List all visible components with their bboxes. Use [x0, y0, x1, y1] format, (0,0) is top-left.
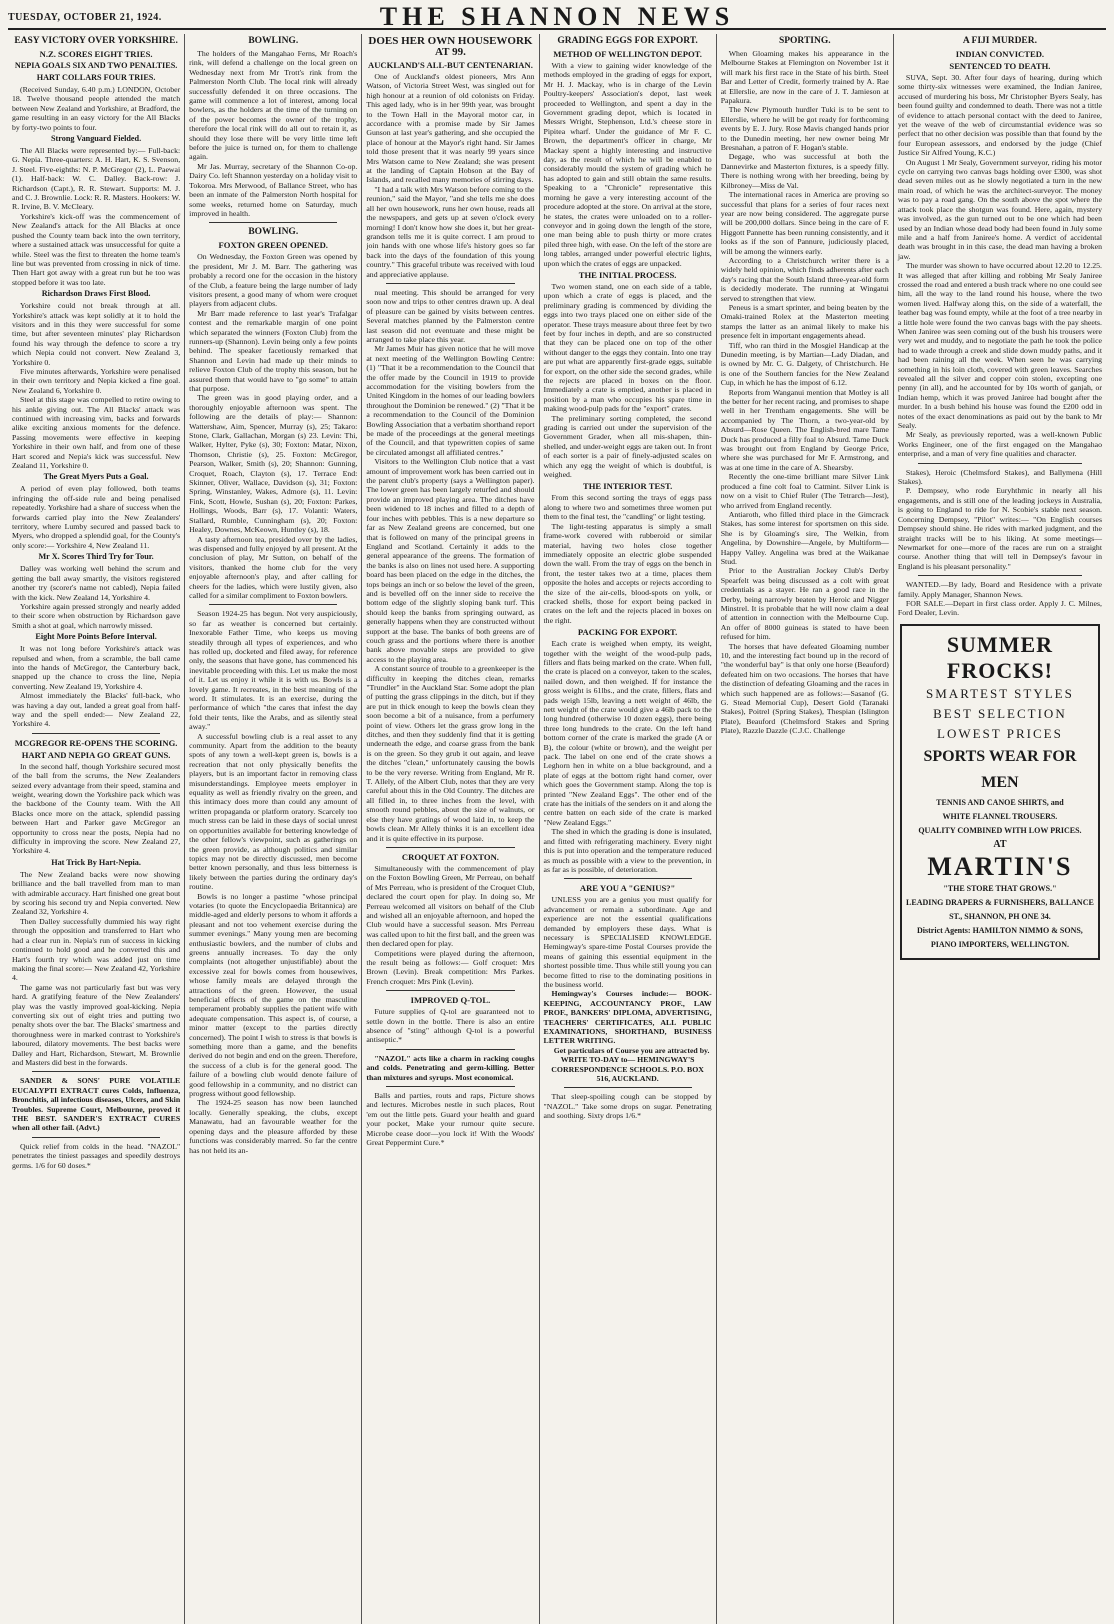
article-paragraph: Visitors to the Wellington Club notice that a vast amount of improvement work has been carried out in the parent club's property (says a Wellington paper). The lower green has been largely returfed and should provide an improved playing area. The ditches have been widened to 18 inches and filled to a depth of four inches with pebbles. This is a new departure so far as New Zealand greens are concerned, but one that is followed on many of the principal greens in England and Scotland. Certainly it adds to the general appearance of the greens. The formation of the banks is also on lines not used here. A supporting board has been placed on the edge in the ditches, the tops beings an inch or so below the level of the green, and is bevelled off on the inner side to receive the bottom edge of the slightly sloping bank turf. This should keep the banks from springing outward, as generally happens when they are constructed without support at the base. The banks of both greens are of couch grass and the portions where there is another bank above movable steps are provided to give access to the playing area. [366, 457, 535, 664]
column-6 [894, 34, 1106, 1624]
section-heading: Eight More Points Before Interval. [35, 632, 157, 642]
divider [209, 604, 337, 605]
section-heading: PACKING FOR EXPORT. [577, 627, 678, 638]
section-heading: Mr X. Scores Third Try for Tour. [38, 552, 154, 562]
article-paragraph: The New Plymouth hurdler Tuki is to be sent to Ellerslie, where he will be got ready for forthcoming events by E. J. Jury. Rose Mavis changed hands prior to the Dunedin meeting, her new owner being Mr Bresnahan, a patron of F. Hogan's stable. [720, 105, 889, 153]
article-paragraph: "I had a talk with Mrs Watson before coming to the reunion," said the Mayor, "and she tells me she does all her own housework, runs her own house, reads all the newspapers, and gets up at seven o'clock every morning! I don't know how she does it, but her great-grandson tells me it is quite correct. I am proud to join hands with one whose life's history goes so far back into the days of the foundation of this young country." This graceful tribute was received with loud and appreciative applause. [366, 184, 535, 279]
ad-headline: SUMMER FROCKS! [946, 631, 1054, 683]
article-paragraph: Simultaneously with the commencement of play on the Foxton Bowling Green, Mr Perreau, on behalf of Mrs Perreau, who is president of the Croquet Club, declared the court open for play. In doing so, Mr Perreau welcomed all visitors on behalf of the Club and wished all an enjoyable afternoon, and hoped the Club would have a successful season. Mrs Perreau was called upon to hit the first ball, and the green was then declared open for play. [366, 863, 535, 949]
article-paragraph: Then Dalley successfully dummied his way right through the opposition and transferred to Hart who had a clear run in. Nepia's run of success in kicking continued to hold good and he converted this and Hart's fourth try which was added just on time making the final score:— New Zealand 42, Yorkshire 4. [12, 916, 181, 983]
divider [564, 1087, 692, 1088]
headline: MCGREGOR RE-OPENS THE SCORING. [14, 737, 178, 748]
headline: BOWLING. [248, 36, 299, 46]
subheadline: FOXTON GREEN OPENED. [218, 240, 328, 251]
article-paragraph: nual meeting. This should be arranged for very soon now and trips to other centres drawn up. A deal of pleasure can be gained by visits between centres. Several matches planned by the Palmerston centre last season did not eventuate and these might be arranged to take place this year. [366, 287, 535, 344]
section-heading: Strong Vanguard Fielded. [51, 134, 142, 144]
divider [32, 1137, 160, 1138]
article-paragraph: The All Blacks were represented by:— Full-back: G. Nepia. Three-quarters: A. H. Hart, K. S. Svenson, J. Steel. Five-eighths: N. P. McGregor (2), L. Paewai (1). Half-back: W. C. Dalley. Back-row: J. Richardson (Capt.), R. R. Stewart. Supports: M. J. and C. J. Brownlie. Lock: R. R. Masters. Hookers: W. R. Irvine, B. V. McCleary. [12, 146, 181, 212]
article-paragraph: Competitions were played during the afternoon, the result being as follows:— Golf croquet: Mrs Brown (Levin). Break competition: Mrs Parkes. French croquet: Mrs Pink (Levin). [366, 948, 535, 986]
advertisement: UNLESS you are a genius you must qualify for advancement or remain a subordinate. Age and experience are not the essential qualifications demanded by employers these days. What is necessary is SPECIALISED KNOWLEDGE. Hemingway's spare-time Postal Courses provide the means of gaining this essential equipment in the shortest possible time. Thus while still young you can become fitted to rise to the dominating positions in the business world. [543, 895, 712, 989]
classified-for-sale: FOR SALE.—Depart in first class order. Apply J. C. Milnes, Ford Dealer, Levin. [897, 598, 1102, 618]
headline: CROQUET AT FOXTON. [401, 851, 499, 862]
headline: EASY VICTORY OVER YORKSHIRE. [14, 36, 178, 46]
article-paragraph: The international races in America are proving so successful that plans for a series of four races next year are now being considered. The aggregate purse will be 200,000 dollars. Since being in the care of F. Higgott Pannette has been running consistently, and it looks as if the son of Pannure, judiciously placed, will be among the winners early. [720, 190, 889, 256]
article-paragraph: The light-testing apparatus is simply a small frame-work covered with rubberoid or similar material, having two holes close together immediately opposite an electric globe suspended down the wall. From the tray of eggs on the bench in front, the tester takes two at a time, places them opposite the holes and accepts or rejects according to the size of the air-cells, blood-spots on yolk, or cracked shells, those for export being packed in crates on the left and the rejects placed in boxes on the right. [543, 521, 712, 625]
ad-line: WHITE FLANNEL TROUSERS. [942, 811, 1058, 821]
subheadline: N.Z. SCORES EIGHT TRIES. [39, 49, 153, 59]
article-paragraph: Bowls is no longer a pastime "whose principal votaries (to quote the Encyclopaedia Britannica) are middle-aged and elderly persons to whom it affords a pleasant and not too vehement exercise during the summer evenings." Many young men are becoming enthusiastic bowlers, and the number of clubs and greens annually increases. To day the only complaints (not altogether unjustifiable) about the excessive zeal for bowls comes from housewives, whose family meals are delayed through the attractions of the green. However, the usual beneficial effects of the game on the masculine temperament probably supplies the patient wife with adequate compensation. This aspect is, of course, a minor matter (except to the parties directly concerned). The point I wish to stress is that bowls is something more than a game, and the benefits derived do not begin and end on the green. Therefore, the success of a club is for the general good. The failure of a bowling club would denote failure of good fellowship in a community, and no district can progress without good fellowship. [189, 891, 358, 1099]
subheadline: INDIAN CONVICTED. [955, 49, 1045, 59]
divider [918, 463, 1082, 464]
ad-agents: District Agents: HAMILTON NIMMO & SONS, PIANO IMPORTERS, WELLINGTON. [917, 925, 1083, 949]
subheadline: AUCKLAND'S ALL-BUT CENTENARIAN. [368, 60, 533, 70]
advertisement: Future supplies of Q-tol are guaranteed not to settle down in the bottle. There is also an entire absence of "sting" although Q-tol is a powerful antiseptic.* [366, 1007, 535, 1045]
article-paragraph: Yorkshire again pressed strongly and nearly added to their score when obstruction by Richardson gave Smith a shot at goal, which narrowly missed. [12, 601, 181, 630]
ad-address: LEADING DRAPERS & FURNISHERS, BALLANCE ST., SHANNON, PH ONE 34. [906, 897, 1094, 921]
ad-line: AT [993, 838, 1007, 850]
article-paragraph: The green was in good playing order, and a thoroughly enjoyable afternoon was spent. The following are the details of play:— Shannon: Wattershaw, Aim, Spencer, Murray (s), 25; Takaro: Stone, Clark, Gallachan, Morgan (s) 23. Levin: Thi, Walker, Hylter, Pyke (s), 30; Foxton: Matar, Nixon, Thomson, Christie (s), 25. Foxton: McGregor, Pearson, Walker, Smith (s), 20; Shannon: Gunning, Croquet, Roach, Clayton (s), 17. Terrace End: Skinner, Oliver, Wallace, Davidson (s), 31; Foxton: Spring, Winstanley, Wakes, Admore (s), 11. Levin: Fink, Scott, Howle, Sushan (s), 20; Foxton: Parkes, Hollings, Woods, Barr (s), 17. Volanti: Waters, Stallard, Rumble, Cunningham (s), 20; Foxton: Healey, Downes, McKeown, Huntley (s), 18. [189, 393, 358, 535]
article-paragraph: On Wednesday, the Foxton Green was opened by the president, Mr J. M. Barr. The gathering was probably a record one for the occasion in the history of the Club, a feature being the large number of lady visitors present, a good many of whom were croquet players from adjacent clubs. [189, 252, 358, 309]
ad-line: TENNIS AND CANOE SHIRTS, and [936, 797, 1064, 807]
ad-store-name: MARTIN'S [927, 851, 1073, 881]
article-paragraph: The horses that have defeated Gloaming number 10, and the interesting fact bound up in the record of "the wonderful bay" is that only one horse (Beauford) defeated him on two occasions. The horses that have the distinction of defeating Gloaming and the races in which such happened are as follows:—Sasanof (G. G. Stead Memorial Cup), Desert Gold (Taranaki Stakes), Poitrel (Spring Stakes), Thespian (Islington Plate), Beauford (Chelmsford Stakes and Spring Plate), Razzle Dazzle (C.J.C. Challenge [720, 641, 889, 736]
article-paragraph: A period of even play followed, both teams infringing the off-side rule and being penalised repeatedly. Yorkshire had a share of success when the forwards carried play into the New Zealanders' territory, where Lumby secured and passed back to Myers, who dropped a splendid goal, for the County's only score:— Yorkshire 4, New Zealand 11. [12, 484, 181, 550]
article-paragraph: Steel at this stage was compelled to retire owing to his ankle giving out. The All Blacks' attack was continued with increasing vim, backs and forwards alike exciting anxious moments for the defence. Passing movements were effective in keeping Yorkshire in their own half, and from one of these Hart scored and Nepia's kick was successful. New Zealand 11, Yorkshire 0. [12, 395, 181, 471]
article-paragraph: Recently the one-time brilliant mare Silver Link produced a fine colt foal to Catmint. Silver Link is now on a visit to Chief Ruler (The Tetrarch—Jest), who arrived from England recently. [720, 472, 889, 510]
section-heading: THE INTERIOR TEST. [582, 481, 673, 492]
section-heading: Richardson Draws First Blood. [41, 289, 151, 299]
article-paragraph: From this second sorting the trays of eggs pass along to where two and sometimes three women put them to the final test, the "candling" or light testing. [543, 493, 712, 522]
divider [386, 1086, 514, 1087]
article-paragraph: (Received Sunday, 6.40 p.m.) LONDON, October 18. Twelve thousand people attended the match between New Zealand and Yorkshire, at Bradford, the game resulting in an easy victory for the All Blacks by forty-two points to four. [12, 85, 181, 132]
article-paragraph: Season 1924-25 has begun. Not very auspiciously, so far as weather is concerned but certainly. Inexorable Father Time, who keeps us moving steadily through all types of experiences, and who has rolled up, docketed and filed away, for reference only, the seasons that have gone, has commenced his inevitable proceeding with this. Let us make the most of it. Let us enjoy it while it is with us. Bowls is a lovely game. It recreates, in the best meaning of the word. It stimulates. It is an exercise, during the performance of which "the cares that infest the day fold their tents, like the Arabs, and as silently steal away." [189, 609, 358, 732]
ad-headline: SPORTS WEAR FOR MEN [923, 747, 1077, 791]
article-paragraph: Reports from Wanganui mention that Motley is all the better for her recent racing, and promises to shape well in her Trentham engagements. She will be accompanied by The Thorn, a two-year-old by Absurd—Rose Queen. The English-bred mare Tame Duck has produced a filly foal to Absurd. Tame Duck was brought out from England by George Price, where she was purchased for Mr F. Armstrong, and was at one time in the care of A. Shearsby. [720, 387, 889, 472]
section-heading: The Great Myers Puts a Goal. [43, 472, 149, 482]
divider [386, 847, 514, 848]
article-paragraph: Stakes), Heroic (Chelmsford Stakes), and Ballymena (Hill Stakes). [897, 467, 1102, 487]
column-1 [8, 34, 185, 1624]
article-paragraph: On August 1 Mr Sealy, Government surveyor, riding his motor cycle on carrying two canvas bags holding over £300, was shot dead seven miles out as he slowly negotiated a turn in the new main road, of which he was the architect-surveyor. The money was to pay a road gang. On the south above the spot where the attack took place the shotgun was found. Here, again, mystery was involved, as the gun turned out to be one which had been used by an Indian whose dead body had been found in July some mile and a half from Janiree's home. A verdict of accidental death was brought in in this case, the dead man having a broken jaw. [897, 157, 1102, 261]
ad-line: QUALITY COMBINED WITH LOW PRICES. [918, 825, 1082, 835]
article-paragraph: The holders of the Mangahao Ferns, Mr Roach's rink, will defend a challenge on the local green on Wednesday next from Mr Trott's rink from the Palmerston North Club. The local rink will already successfully defended it on three occasions. The game will commence a lot of interest, among local bowlers, as the holders at the time of the turning on of the power becomes the owner of the trophy, therefore the local rink will do all out to retain it, as should they lose there will be very little time left before the juice is turned on, for them to challenge again. [189, 49, 358, 162]
article-paragraph: One of Auckland's oldest pioneers, Mrs Ann Watson, of Victoria Street West, was singled out for high honour at a reunion of old colonists on Friday. This aged lady, who is in her 99th year, was brought to the Town Hall in the Mayoral motor car, in accordance with a promise made by Sir James Gunson at last year's gathering, and she occupied the place of honour at the Mayor's right hand. Sir James told those present that it was nearly 99 years since Mrs Watson came to New Zealand; she was present at the landing of Captain Hobson at the Bay of Islands, and recalled many memories of stirring days. [366, 72, 535, 185]
advertisement: Quick relief from colds in the head. "NAZOL" penetrates the tiniest passages and speedily destroys germs. 1/6 for 60 doses.* [12, 1141, 181, 1170]
masthead [8, 2, 1106, 31]
article-paragraph: The murder was shown to have occurred about 12.20 to 12.25. It was alleged that after killing and robbing Mr Sealy Janiree crossed the road and entered a bush track where no one could see him, all the way to the land round his house, where the two women lived. Halfway along this, on the side of a waterfall, the leather bag was found empty, while at the foot of a tree nearby in a little hole were found the two canvas bags with the pay sheets. When Janiree was seen coming out of the bush his trousers were very wet and muddy, and to negotiate the path he took the police had to wade through a creek and slide down muddy paths, and it had been raining all the week. When seen he was carrying something in his loin cloth, covered with green leaves. Searches revealed all the silver and copper coin stolen, excepting one penny (in all), and he accounted for by 10s worth of ganjah, or Indian hemp, which it was proved Janiree had bought after the murder. In a bush behind his house was found the £200 odd in notes of the exact denominations as paid out by the bank to Mr Sealy. [897, 261, 1102, 431]
article-paragraph: Two women stand, one on each side of a table, upon which a crate of eggs is placed, and the preliminary grading is commenced by dividing the eggs into two trays placed one on either side of the operator. These trays measure about three feet by two feet by four inches in depth, and are so constructed that they can be placed one on top of the other without danger to the eggs they contain. Into one tray are put what are apparently first-grade eggs, suitable for export, on the other side the second grades, while the rejects are placed in boxes on the floor. Immediately a crate is emptied, another is placed in position by a man who occupies his spare time in making wood-pulp pads for the "export" crates. [543, 281, 712, 414]
article-paragraph: A successful bowling club is a real asset to any community. Apart from the addition to the beauty spots of any town a well-kept green is, bowls is a recreation that not only physically benefits the players, but is an important factor in removing class misunderstandings. Employee meets employer in equality as well as friendly rivalry on the green, and this intimacy does more than could any amount of written propaganda or platform oratory. Scarcely too much stress can be laid in these days of social unrest on opportunities available for bettering knowledge of the other fellow's viewpoint, such as gatherings on the green provide, as although politics and similar topics may not be directly discussed, men become better known personally, and thus less bitterness is likely between the parties during the ordinary day's routine. [189, 731, 358, 892]
divider [386, 1049, 514, 1050]
article-paragraph: The game was not particularly fast but was very hard. A gratifying feature of the New Zealanders' play was the vastly improved goal-kicking. Nepia converting six out of eight tries and putting two penalty shots over the bar. The Blacks' smartness and thoroughness were in marked contrast to Yorkshire's laboured, dilatory movements. The best backs were Dalley and Hart, Richardson, Stewart, M. Brownlie and Masters did best in the forwards. [12, 982, 181, 1067]
article-paragraph: The 1924-25 season has now been launched locally. Generally speaking, the clubs, except Manawatu, had an favourable weather for the opening days and the pleasure afforded by these functions was considerably marred. So far the centre has not held its an- [189, 1098, 358, 1155]
section-heading: Hat Trick By Hart-Nepia. [51, 857, 141, 867]
ad-line: LOWEST PRICES [937, 725, 1063, 741]
classified-wanted: WANTED.—By lady, Board and Residence with a private family. Apply Manager, Shannon News. [897, 580, 1102, 599]
divider [32, 1071, 160, 1072]
subheadline: NEPIA GOALS SIX AND TWO PENALTIES. [14, 61, 178, 70]
advertisement: "NAZOL" acts like a charm in racking coughs and colds. Penetrating and germ-killing. Better than mixtures and syrups. Most economical. [366, 1053, 535, 1082]
subheadline: SENTENCED TO DEATH. [949, 61, 1051, 71]
column-3 [362, 34, 539, 1624]
divider [386, 283, 514, 284]
article-paragraph: Degage, who was successful at both the Dannevirke and Masterton fixtures, is a speedy filly. There is nothing wrong with her breeding, being by Kilbroney—Miss de Val. [720, 152, 889, 190]
column-4 [540, 34, 717, 1624]
column-2 [185, 34, 362, 1624]
headline: SPORTING. [778, 36, 831, 46]
ad-line: SMARTEST STYLES [926, 685, 1074, 701]
article-paragraph: Prior to the Australian Jockey Club's Derby Spearfelt was being discussed as a colt with great credentials as a stayer. He ran a good race in the Derby, being narrowly beaten by Heroic and Nigger Minstrel. It is probable that he will now claim a deal of attention in connection with the Melbourne Cup. An offer of 8000 guineas is stated to have been refused for him. [720, 566, 889, 642]
ad-line: BEST SELECTION [933, 705, 1067, 721]
subheadline: HART AND NEPIA GO GREAT GUNS. [21, 749, 171, 760]
article-paragraph: SUVA, Sept. 30. After four days of hearing, during which some thirty-six witnesses were examined, the Indian Janiree, accused of murdering his boss, Mr Christopher Byers Sealy, has been found guilty and condemned to death. There was not a tittle of evidence to attach personal contact with the deed to Janiree, yet the weave of the web of circumstantial evidence was so perfect that no other decision was possible than that found by the four European assessors, and endorsed by the judge (Chief Justice Sir Alfred Young, K.C.) [897, 73, 1102, 158]
subheadline: METHOD OF WELLINGTON DEPOT. [553, 49, 702, 59]
headline: GRADING EGGS FOR EXPORT. [557, 36, 698, 46]
section-heading: THE INITIAL PROCESS. [578, 269, 677, 280]
article-paragraph: Almost immediately the Blacks' full-back, who was having a day out, landed a great goal from half-way and the spell ended:— New Zealand 22, Yorkshire 4. [12, 691, 181, 729]
article-paragraph: Five minutes afterwards, Yorkshire were penalised in their own territory and Nepia kicked a fine goal. New Zealand 6, Yorkshire 0. [12, 366, 181, 395]
issue-date: TUESDAY, OCTOBER 21, 1924. [8, 11, 162, 23]
newspaper-title: THE SHANNON NEWS [379, 2, 735, 31]
advertisement-heading: ARE YOU A "GENIUS?" [579, 883, 676, 894]
divider [386, 990, 514, 991]
columns [8, 34, 1106, 1624]
headline: DOES HER OWN HOUSEWORK AT 99. [368, 35, 533, 58]
advertisement: SANDER & SONS' PURE VOLATILE EUCALYPTI EXTRACT cures Colds, Influenza, Bronchitis, all infectious diseases, Ulcers, and Skin Troubles. Supreme Court, Melbourne, proved it THE BEST. SANDER'S EXTRACT CURES when all other fail. (Advt.) [12, 1076, 181, 1133]
article-paragraph: Mr Sealy, as previously reported, was a well-known Public Works Engineer, one of the first engaged on the Mangahao enterprise, and a man of very fine qualities and character. [897, 430, 1102, 459]
headline: IMPROVED Q-TOL. [410, 995, 491, 1006]
headline: A FIJI MURDER. [962, 36, 1037, 46]
column-5 [717, 34, 894, 1624]
article-paragraph: With a view to gaining wider knowledge of the methods employed in the grading of eggs for export, Mr H. J. Mackay, who is in charge of the Levin Poultry-keepers' Association's depot, last week proceeded to Wellington, and spent a day in the Government grading depot, which is located in Messrs Wright, Stephenson, Ltd.'s cheese store in Pipitea wharf. Under the guidance of Mr F. C. Brown, the department's officer in charge, Mr Mackay spent a highly interesting and instructive day, as the result of which he will be enabled to considerably mould the system of grading which he has adopted to gain and still obtain the same results. Speaking to a "Chronicle" representative this morning he gave a very interesting account of the procedure adopted at the store. On arrival at the store, he states, the crates were unloaded on to a roller-conveyor and in going down the length of the store, one man being able to push thirty or more crates piled three high, with ease. On the left of the store are long tables, arranged under powerful electric lights, upon which the crates of eggs are unpacked. [543, 61, 712, 268]
article-paragraph: The preliminary sorting completed, the second grading is carried out under the supervision of the Government Grader, when all mis-shapen, thin-shelled, and under-weight eggs are taken out. In front of each sorter is a pair of finely-adjusted scales on which any egg the weight of which is doubtful, is weighed. [543, 413, 712, 480]
advertisement: That sleep-spoiling cough can be stopped by "NAZOL." Take some drops on sugar. Penetrating and soothing. Sixty drops 1/6.* [543, 1092, 712, 1121]
article-paragraph: Dalley was working well behind the scrum and getting the ball away smartly, the visitors registered another try (scorer's name not cabled), Nepia failed with the kick. New Zealand 14, Yorkshire 4. [12, 564, 181, 602]
article-paragraph: In the second half, though Yorkshire secured most of the ball from the scrums, the New Zealanders seized every advantage from their speed, stamina and weight, wearing down the Yorkshire pack which was the backbone of the County team. With the All Blacks once more on the attack, splendid passing between Hart and Parker gave McGregor an opportunity to cross near the posts, Nepia had no difficulty in improving the score. New Zealand 27, Yorkshire 4. [12, 761, 181, 856]
divider [564, 878, 692, 879]
advertisement: Get particulars of Course you are attracted by. WRITE TO-DAY to— HEMINGWAY'S CORRESPONDENCE SCHOOLS. P.O. BOX 516, AUCKLAND. [551, 1045, 710, 1084]
article-paragraph: Mr Barr made reference to last year's Trafalgar contest and the remarkable margin of one point which separated the winners (Foxton Club) from the runners-up (Shannon). Levin being only a few points behind. The speaker facetiously remarked that Shannon and Levin had made up their minds to relieve Foxton Club of the trophy this season, but he assured them that would have to "go some" to attain that purpose. [189, 308, 358, 393]
article-paragraph: A constant source of trouble to a greenkeeper is the difficulty in keeping the ditches clean, remarks "Trundler" in the Auckland Star. Some adopt the plan of putting the grass clippings in the ditch, but if they are put in thick enough to keep the bowls clean they soon become a bit of a nuisance, from a perfumery point of view. Others let the grass grow long in the ditches, and then they suddenly find that it is getting underneath the edge, and coarse grass from the bank is on the green. So they grub it out again, and leave the ditches "clean," unfortunately causing the bowls to be the very reverse. Writing from England, Mr R. T. Allely, of the Albert Club, notes that they are very careful about this in the Old Country. The ditches are all filled in, to three inches from the level, with smooth round pebbles, about the size of walnuts, or else they have gratings of wood laid in, to keep the bowls clean. Mr Allely thinks it is an excellent idea and it is quite effective in its purpose. [366, 664, 535, 843]
headline: BOWLING. [248, 227, 299, 238]
article-paragraph: Tiff, who ran third in the Mosgiel Handicap at the Dunedin meeting, is by Martian—Lady Diadan, and is owned by Mr. C. G. Dalgety, of Christchurch. He is one of the Southern fancies for the New Zealand Cup, in which he has the impost of 6.12. [720, 340, 889, 388]
advertisement: Balls and parties, routs and raps, Picture shows and lectures. Microbes nestle in such places, Rout 'em out the little pets. Guard your health and guard your pocket, Make your rumour quite secure. Microbe cease door—you lock it! With the Woods' Great Peppermint Cure.* [366, 1091, 535, 1148]
advertisement-course-list: Hemingway's Courses include:— BOOK-KEEPING, ACCOUNTANCY PROF., LAW PROF., BANKERS' DIPLOMA, ADVERTISING, TEACHERS' CERTIFICATES, ALL PUBLIC EXAMINATIONS, SHORTHAND, BUSINESS LETTER WRITING. [543, 989, 712, 1046]
article-paragraph: Yorkshire could not break through at all. Yorkshire's attack was kept solidly at it to hold the visitors and in this they were successful for some time, but after seventeen minutes' play Richardson found his way through the defence to score a try which Nepia could not convert. New Zealand 3, Yorkshire 0. [12, 301, 181, 367]
subheadline: HART COLLARS FOUR TRIES. [36, 73, 156, 82]
divider [209, 222, 337, 223]
article-paragraph: A tasty afternoon tea, presided over by the ladies, was dispensed and fully enjoyed by all present. At the conclusion of play, Mr Sutton, on behalf of the visitors, thanked the home club for the very enjoyable afternoon's play, and after calling for cheers for the ladies, which were lustily given, also called for a similar compliment to Foxton bowlers. [189, 534, 358, 600]
article-paragraph: Yorkshire's kick-off was the commencement of New Zealand's attack for the All Blacks at once pushed the County team back into the own territory, where a sustained attack was unsuccessful for quite a while. Steel was the first to threaten the home team's line but was prevented from crossing in nick of time. Then Hart got away with a great run but he too was stopped before it was too late. [12, 211, 181, 287]
divider [32, 733, 160, 734]
ad-slogan: "THE STORE THAT GROWS." [943, 883, 1057, 893]
article-paragraph: Mr James Muir has given notice that he will move at next meeting of the Wellington Bowling Centre: (1) "That it be a recommendation to the Council that the offer made by the Council in 1919 to provide accommodation for the visiting bowlers from the United Kingdom in the homes of our leading bowlers throughout the Dominion be renewed." (2) "That it be a recommendation to the Council of the Dominion Bowling Association that a verbatim shorthand report be made of the proceedings at the general meetings of the Council, and that typewritten copies of same be circulated amongst all affiliated centres." [366, 344, 535, 457]
article-paragraph: According to a Christchurch writer there is a widely held opinion, which finds adherents after each day's racing that the South Island three-year-old form is decidedly moderate. The running at Wingatui served to strengthen that view. [720, 255, 889, 303]
martins-advertisement [900, 624, 1100, 960]
article-paragraph: P. Dempsey, who rode Euryhthmic in nearly all his engagements, and is still one of the leading jockeys in Australia, is going to England to ride for N. Scobie's stable next season. Concerning Dempsey, "Pilot" writes:— "On English courses Dempsey should shine. He rides with marked judgment, and the straight tracks will be to his liking. At some meetings—Newmarket for one—more of the races are run on a straight course. Another thing that will tell in Dempsey's favour in England is his pleasant personality." [897, 486, 1102, 571]
divider [918, 575, 1082, 576]
article-paragraph: The shed in which the grading is done is insulated, and fitted with refrigerating machinery. Every night this is put into operation and the temperature reduced as much as possible with a view to the prevention, in as far as is possible, of deterioration. [543, 827, 712, 874]
article-paragraph: When Gloaming makes his appearance in the Melbourne Stakes at Flemington on November 1st it will mark his first race in the State of his birth. Steel Bar and Letter of Credit, formerly trained by A. Rae at Ellerslie, are now in the care of J. T. Jamieson at Papakura. [720, 49, 889, 106]
article-paragraph: Each crate is weighed when empty, its weight, together with the weight of the wood-pulp pads, fillers and flats being marked on the crate. When full, the crate is placed on a conveyor, taken to the scales, nailed down, and then weighed. If for instance the gross weight is 61lbs., and the crate, fillers, flats and pads weigh 15lb, leaving a nett weight of 46lb, the nett weight of the crate would give a 46lb pack to the long hundred (otherwise 10 dozen eggs), there being three long hundreds to the crate. On the left hand bottom corner of the crate is marked the grade (A or B), the colour (white or brown), and the weight per pack. The label on one end of the crate shows a Leghorn hen in white on a blue background, and a plate of eggs at the bottom right hand corner, over which goes the Government stamp. Along the top is printed "New Zealand Eggs". The other end of the crate has the initials of the senders on it and along the centre batten on each side of the crate is marked "New Zealand Eggs." [543, 639, 712, 827]
article-paragraph: The New Zealand backs were now showing brilliance and the ball travelled from man to man with admirable accuracy. Hart finished one great bout by scoring his second try and Nepia converted. New Zealand 32, Yorkshire 4. [12, 869, 181, 917]
article-paragraph: Antiaroth, who filled third place in the Gimcrack Stakes, has some interest for sportsmen on this side. She is by Gloaming's sire, The Welkin, from Angelina, by Downshire—Angele, by Multiform—Happy Valley. Angelina was bred at the Waikanae Stud. [720, 509, 889, 566]
article-paragraph: Peneus is a smart sprinter, and being beaten by the Omaki-trained Rolex at the Masterton meeting stamps the latter as an animal likely to make his presence felt in important engagements ahead. [720, 302, 889, 341]
article-paragraph: Mr Jas. Murray, secretary of the Shannon Co-op. Dairy Co. left Shannon yesterday on a holiday visit to Tokoroa. Mrs Merwood, of Ballance Street, who has been an inmate of the Palmerston North hospital for some weeks, returned home on Saturday, much improved in health. [189, 161, 358, 218]
article-paragraph: It was not long before Yorkshire's attack was repulsed and when, from a scramble, the ball came into the hands of McGregor, the Canterbury back, snapped up the chance to cross the line, Nepia converting. New Zealand 19, Yorkshire 4. [12, 644, 181, 691]
